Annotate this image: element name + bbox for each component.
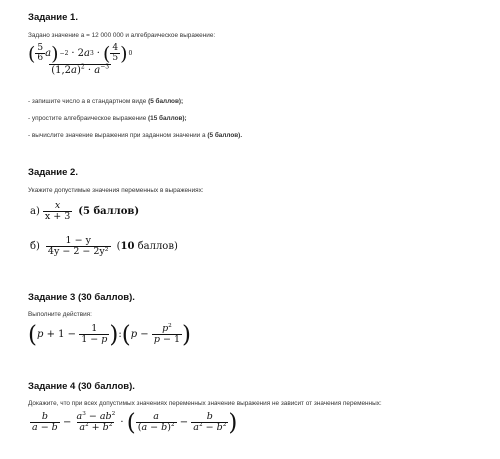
task4-expression: $\frac{b}{a - b}$ − $\frac{a^3 - ab^2}{a^2 + b^2}$ · ( $\frac{a}{(a - b)^2}$ − $\frac{b}{a^2 - b^2}$ ) [32,409,238,436]
task3-intro: Выполните действия: [28,311,92,318]
task3-title: Задание 3 (30 баллов). [28,292,135,303]
task1-bullet-2: - упростите алгебраическое выражение (15 баллов); [28,115,187,122]
task1-bullet-3: - вычислите значение выражения при заданном значении a (5 баллов). [28,132,243,139]
task4-intro: Докажите, что при всех допустимых значениях переменных значение выражения не зависит от значения переменных: [28,400,382,407]
task2-item-a: а) $\frac{x}{x + 3}$ (5 баллов) [30,200,140,222]
task2-intro: Укажите допустимые значения переменных в выражениях: [28,187,204,194]
task1-intro: Задано значение a = 12 000 000 и алгебраическое выражение: [28,32,216,39]
task3-expression: ( p + 1 − $\frac{1}{1 - p}$ ) : ( p − $\frac{p^2}{p - 1}$ ) [28,321,191,348]
task2-item-b: б) $\frac{1 - y}{\text{4y − 2 − 2y²}}$ (10 баллов) [30,235,178,257]
task4-title: Задание 4 (30 баллов). [28,381,135,392]
task1-expression: ( $\frac{5}{6}$ a ) −2 · 2 a 3 · ( $\frac{4}{5}$ ) 0 $(1,2a)^2 \cdot a^{-3}$ [28,42,133,77]
task1-bullet-1: - запишите число a в стандартном виде (5 баллов); [28,98,184,105]
task2-title: Задание 2. [28,167,78,178]
task1-title: Задание 1. [28,12,78,23]
